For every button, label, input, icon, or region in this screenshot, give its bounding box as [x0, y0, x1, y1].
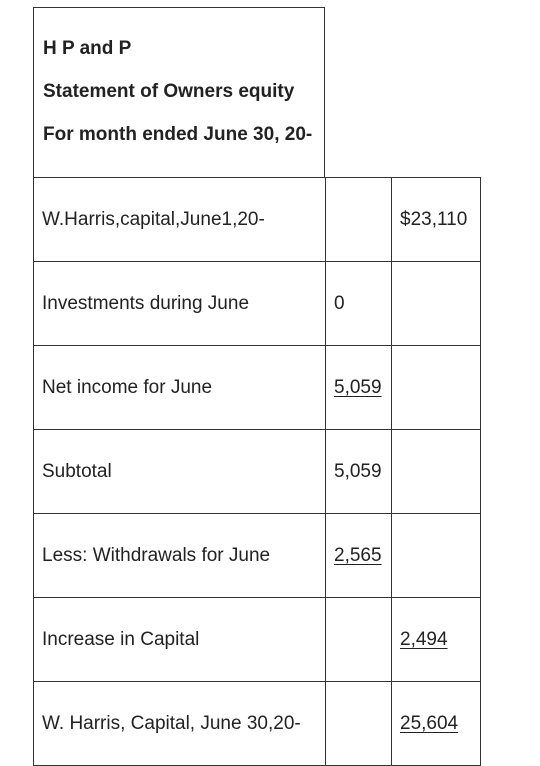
- balance-cell: 25,604: [392, 682, 481, 766]
- row-label: Investments during June: [34, 262, 326, 346]
- amount-cell: 2,565: [326, 514, 392, 598]
- company-name: H P and P: [43, 38, 132, 59]
- amount-cell: [326, 178, 392, 262]
- balance-cell: $23,110: [392, 178, 481, 262]
- row-label: Net income for June: [34, 346, 326, 430]
- table-row: [34, 430, 481, 514]
- amount-cell: [326, 682, 392, 766]
- balance-cell: 2,494: [392, 598, 481, 682]
- amount-cell: [326, 598, 392, 682]
- table-row: [34, 598, 481, 682]
- owners-equity-table: [33, 177, 481, 766]
- table-row: [34, 514, 481, 598]
- statement-title: Statement of Owners equity: [43, 81, 295, 102]
- balance-cell: [392, 262, 481, 346]
- balance-cell: [392, 514, 481, 598]
- table-row: [34, 682, 481, 766]
- row-label: Subtotal: [34, 430, 326, 514]
- amount-cell: 0: [326, 262, 392, 346]
- row-label: W. Harris, Capital, June 30,20-: [34, 682, 326, 766]
- table-row: [34, 346, 481, 430]
- row-label: Increase in Capital: [34, 598, 326, 682]
- row-label: W.Harris,capital,June1,20-: [34, 178, 326, 262]
- table-row: [34, 178, 481, 262]
- amount-cell: 5,059: [326, 430, 392, 514]
- statement-period: For month ended June 30, 20-: [43, 124, 313, 145]
- amount-cell: 5,059: [326, 346, 392, 430]
- table-row: [34, 262, 481, 346]
- statement-header: [33, 7, 325, 178]
- balance-cell: [392, 430, 481, 514]
- row-label: Less: Withdrawals for June: [34, 514, 326, 598]
- balance-cell: [392, 346, 481, 430]
